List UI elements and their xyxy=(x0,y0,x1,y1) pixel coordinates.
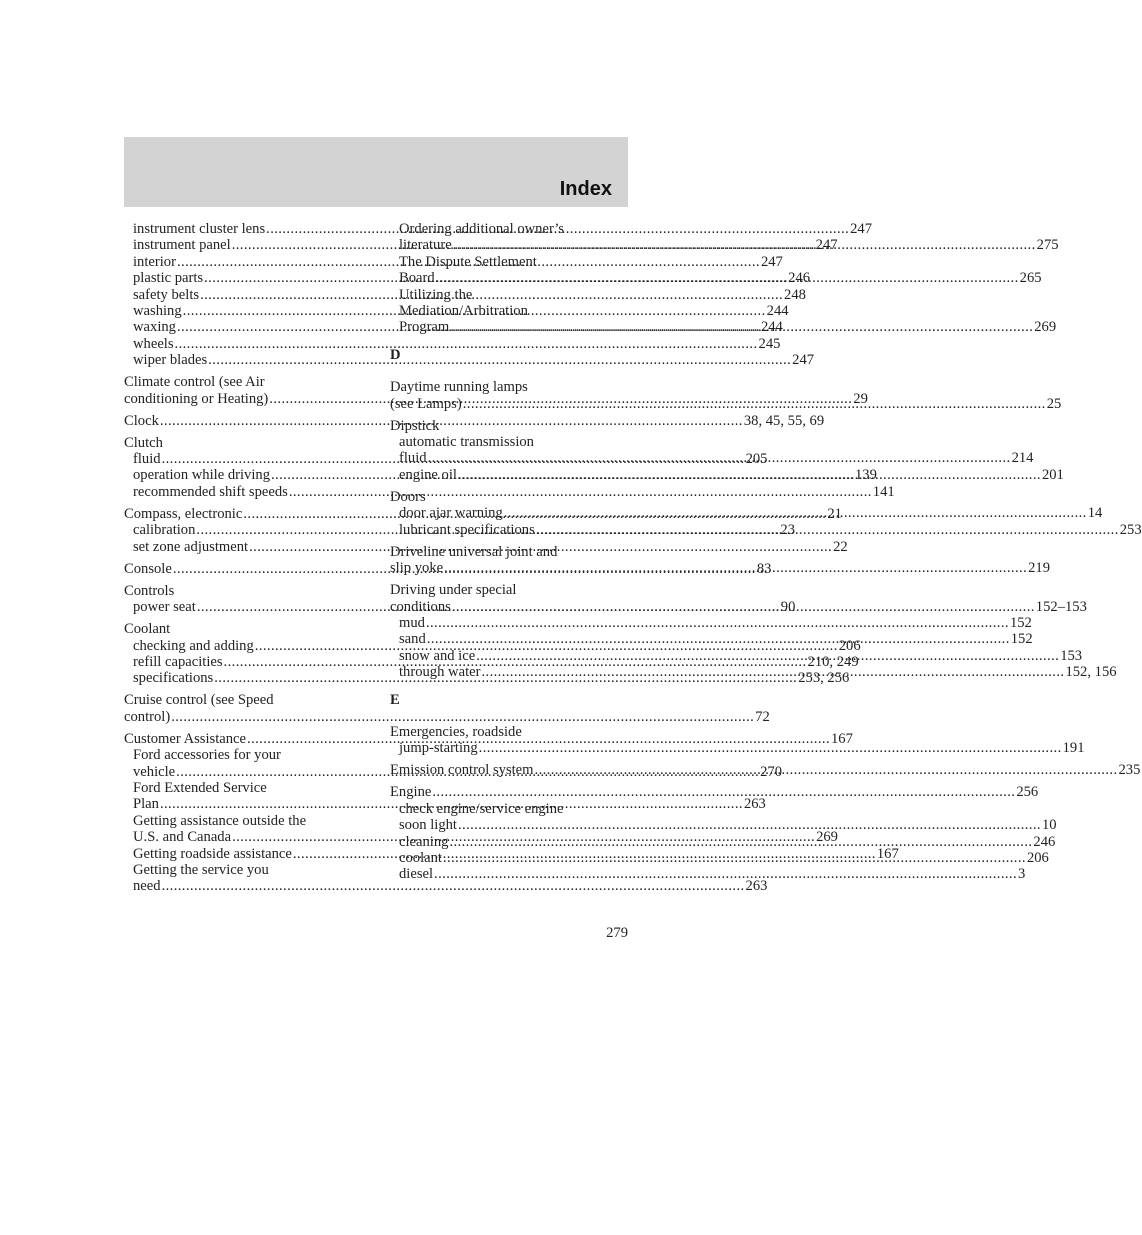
entry-text: set zone adjustment xyxy=(133,538,249,555)
entry-text: Engine xyxy=(390,784,432,801)
dot-leader xyxy=(451,599,1036,615)
page-reference: 256 xyxy=(1016,784,1039,801)
entry-text: refill capacities xyxy=(133,653,223,670)
entry-text: Clock xyxy=(124,412,159,429)
page-reference: 269 xyxy=(816,829,838,846)
page-reference: 141 xyxy=(872,483,895,500)
entry-text: calibration xyxy=(133,522,196,539)
entry-text: jump-starting xyxy=(399,740,478,757)
page-reference: 25 xyxy=(1046,395,1062,412)
entry-text: engine oil xyxy=(399,466,457,483)
page-reference: 10 xyxy=(1041,817,1057,834)
page-reference: 167 xyxy=(831,730,853,747)
page-reference: 253 xyxy=(1119,521,1142,538)
page-reference: 72 xyxy=(755,708,770,725)
index-subentry-line xyxy=(390,221,628,237)
index-subentry-line xyxy=(124,747,362,763)
index-entry-line xyxy=(390,724,628,740)
entry-text: diesel xyxy=(399,866,434,883)
dot-leader xyxy=(457,817,1042,833)
index-subentry-line xyxy=(124,862,362,878)
entry-text: Daytime running lamps xyxy=(390,379,528,396)
entry-text: Getting the service you xyxy=(133,861,269,878)
index-entry-line xyxy=(124,692,362,708)
dot-leader xyxy=(449,319,1034,335)
header-band xyxy=(124,137,628,207)
entry-text: conditioning or Heating) xyxy=(124,390,269,407)
entry-text: instrument cluster lens xyxy=(133,221,266,237)
page-reference: 21 xyxy=(827,505,842,522)
page-reference: 29 xyxy=(853,390,868,407)
page-reference: 247 xyxy=(850,221,873,237)
entry-text: literature xyxy=(399,237,452,254)
dot-leader xyxy=(443,560,1028,576)
entry-text: Clutch xyxy=(124,434,163,451)
entry-text: Climate control (see Air xyxy=(124,374,265,391)
dot-leader xyxy=(480,664,1065,680)
page-reference: 167 xyxy=(876,845,899,862)
dot-leader xyxy=(431,784,1016,800)
page-title: Index xyxy=(559,178,612,200)
index-entry-line xyxy=(124,374,362,390)
page-reference: 205 xyxy=(745,451,768,468)
index-subentry-line xyxy=(390,866,1026,883)
index-entry-line xyxy=(390,489,628,505)
entry-text: door ajar warning xyxy=(399,505,503,522)
entry-text: U.S. and Canada xyxy=(133,829,232,846)
page-reference: 152 xyxy=(1009,614,1032,631)
entry-text: Controls xyxy=(124,582,175,599)
page-reference: 219 xyxy=(1028,560,1050,577)
dot-leader xyxy=(475,648,1060,664)
entry-text: instrument panel xyxy=(133,237,231,254)
index-entry-line xyxy=(124,583,362,599)
page-reference: 248 xyxy=(784,286,806,303)
entry-text: washing xyxy=(133,303,182,320)
page-reference: 90 xyxy=(780,599,796,616)
entry-text: power seat xyxy=(133,599,196,616)
index-subentry-line xyxy=(390,287,628,303)
entry-text: operation while driving xyxy=(133,467,270,484)
index-subentry-line xyxy=(390,254,628,270)
entry-text: vehicle xyxy=(133,763,176,780)
page-reference: 23 xyxy=(780,522,795,539)
dot-leader xyxy=(442,850,1027,866)
page-reference: 269 xyxy=(1034,319,1057,336)
dot-leader xyxy=(452,237,1037,253)
entry-text: Getting assistance outside the xyxy=(133,812,307,829)
page-reference: 83 xyxy=(756,560,772,577)
page-reference: 246 xyxy=(788,270,810,287)
page-reference: 263 xyxy=(745,878,768,895)
entry-text: Customer Assistance xyxy=(124,730,247,747)
entry-text: Doors xyxy=(390,488,426,505)
entry-text: Emergencies, roadside xyxy=(390,723,522,740)
page-number: 279 xyxy=(606,925,628,941)
index-subentry-line xyxy=(390,434,628,450)
dot-leader xyxy=(478,740,1063,756)
index-subentry-line xyxy=(124,878,768,895)
index-subentry-line xyxy=(124,813,362,829)
page-reference: 244 xyxy=(766,303,789,320)
entry-text: Emission control system xyxy=(390,762,534,779)
page-reference: 14 xyxy=(1087,505,1103,522)
page-reference: 214 xyxy=(1011,450,1034,467)
entry-text: cleaning xyxy=(399,833,449,850)
page-reference: 265 xyxy=(1019,270,1042,287)
dot-leader xyxy=(435,270,1020,286)
index-subentry-line xyxy=(124,451,768,468)
entry-text: automatic transmission xyxy=(399,434,534,451)
entry-text: lubricant specifications xyxy=(399,521,535,538)
index-subentry-line xyxy=(390,303,628,319)
page-reference: 206 xyxy=(838,637,861,654)
entry-text: control) xyxy=(124,708,171,725)
entry-text: through water xyxy=(399,664,481,681)
dot-leader xyxy=(425,615,1010,631)
entry-text: Ordering additional owner’s xyxy=(399,221,565,237)
page-reference: 22 xyxy=(833,538,848,555)
entry-text: Utilizing the xyxy=(399,286,473,303)
index-subentry-line xyxy=(124,335,781,352)
dot-leader xyxy=(534,762,1119,778)
entry-text: wheels xyxy=(133,335,174,352)
entry-text: Getting roadside assistance xyxy=(133,845,292,862)
entry-text: The Dispute Settlement xyxy=(399,253,537,270)
page-reference: 152, 156 xyxy=(1065,664,1117,681)
page-reference: 247 xyxy=(815,237,838,254)
entry-text: fluid xyxy=(399,450,427,467)
dot-leader xyxy=(503,505,1088,521)
page-reference: 253, 256 xyxy=(798,670,850,687)
page-reference: 245 xyxy=(758,335,781,352)
index-section-letter: E xyxy=(390,691,400,708)
page-reference: 246 xyxy=(1033,833,1056,850)
page-reference: 270 xyxy=(760,763,783,780)
entry-text: checking and adding xyxy=(133,637,254,654)
page-reference: 191 xyxy=(1062,740,1085,757)
dot-leader xyxy=(535,522,1120,538)
entry-text: soon light xyxy=(399,817,457,834)
entry-text: slip yoke xyxy=(390,560,444,577)
page-reference: 244 xyxy=(760,319,783,336)
page-reference: 3 xyxy=(1018,866,1026,883)
dot-leader xyxy=(427,450,1012,466)
page-reference: 153 xyxy=(1060,647,1083,664)
entry-text: plastic parts xyxy=(133,270,204,287)
page-reference: 275 xyxy=(1036,237,1059,254)
index-entry-line xyxy=(390,544,628,560)
index-entry-line xyxy=(390,379,628,395)
entry-text: recommended shift speeds xyxy=(133,483,288,500)
dot-leader xyxy=(457,467,1042,483)
entry-text: (see Lamps) xyxy=(390,395,462,412)
entry-text: check engine/service engine xyxy=(399,800,564,817)
index-subentry-line xyxy=(390,801,628,817)
index-entry-line xyxy=(124,708,770,725)
entry-text: sand xyxy=(399,631,426,648)
index-subentry-line xyxy=(124,352,815,369)
entry-text: Driveline universal joint and xyxy=(390,543,558,560)
entry-text: need xyxy=(133,878,161,895)
page-reference: 206 xyxy=(1026,849,1049,866)
entry-text: Ford Extended Service xyxy=(133,779,267,796)
entry-text: fluid xyxy=(133,451,161,468)
dot-leader xyxy=(462,396,1047,412)
page-reference: 38, 45, 55, 69 xyxy=(743,412,825,429)
page-reference: 152 xyxy=(1010,631,1033,648)
index-entry xyxy=(124,692,770,725)
dot-leader xyxy=(426,631,1011,647)
index-subentry-line xyxy=(390,817,1057,834)
page-reference: 247 xyxy=(760,253,783,270)
dot-leader xyxy=(433,866,1018,882)
entry-text: snow and ice xyxy=(399,647,476,664)
page-reference: 210, 249 xyxy=(807,653,859,670)
index-entry-line xyxy=(124,435,362,451)
index-entry-line xyxy=(390,784,1039,801)
entry-text: Console xyxy=(124,560,172,577)
entry-text: Mediation/Arbitration xyxy=(399,303,528,320)
entry-text: specifications xyxy=(133,670,214,687)
entry-text: Program xyxy=(399,319,450,336)
page-reference: 152–153 xyxy=(1035,598,1087,615)
index-entry-line xyxy=(390,582,628,598)
page-reference: 235 xyxy=(1118,762,1141,779)
page-reference: 263 xyxy=(743,796,766,813)
entry-text: Cruise control (see Speed xyxy=(124,692,274,709)
entry-text: Compass, electronic xyxy=(124,505,243,522)
index-subentry-line xyxy=(390,740,1085,757)
index-entry-line xyxy=(124,621,362,637)
entry-text: Board xyxy=(399,270,435,287)
index-section-letter: D xyxy=(390,346,401,363)
entry-text: waxing xyxy=(133,319,176,336)
dot-leader xyxy=(448,834,1033,850)
index-subentry-line xyxy=(124,780,362,796)
entry-text: conditions xyxy=(390,598,451,615)
entry-text: Ford accessories for your xyxy=(133,747,281,764)
entry-text: wiper blades xyxy=(133,352,208,369)
entry-text: Plan xyxy=(133,796,159,813)
entry-text: Coolant xyxy=(124,621,171,638)
entry-text: Driving under special xyxy=(390,582,517,599)
page-reference: 139 xyxy=(854,467,877,484)
page-reference: 201 xyxy=(1041,466,1064,483)
entry-text: interior xyxy=(133,253,176,270)
index-subentry-line xyxy=(390,614,1032,631)
entry-text: mud xyxy=(399,614,425,631)
entry-text: coolant xyxy=(399,849,442,866)
entry-text: safety belts xyxy=(133,286,200,303)
entry-text: Dipstick xyxy=(390,417,440,434)
page-reference: 247 xyxy=(792,352,815,369)
index-entry-line xyxy=(390,418,628,434)
